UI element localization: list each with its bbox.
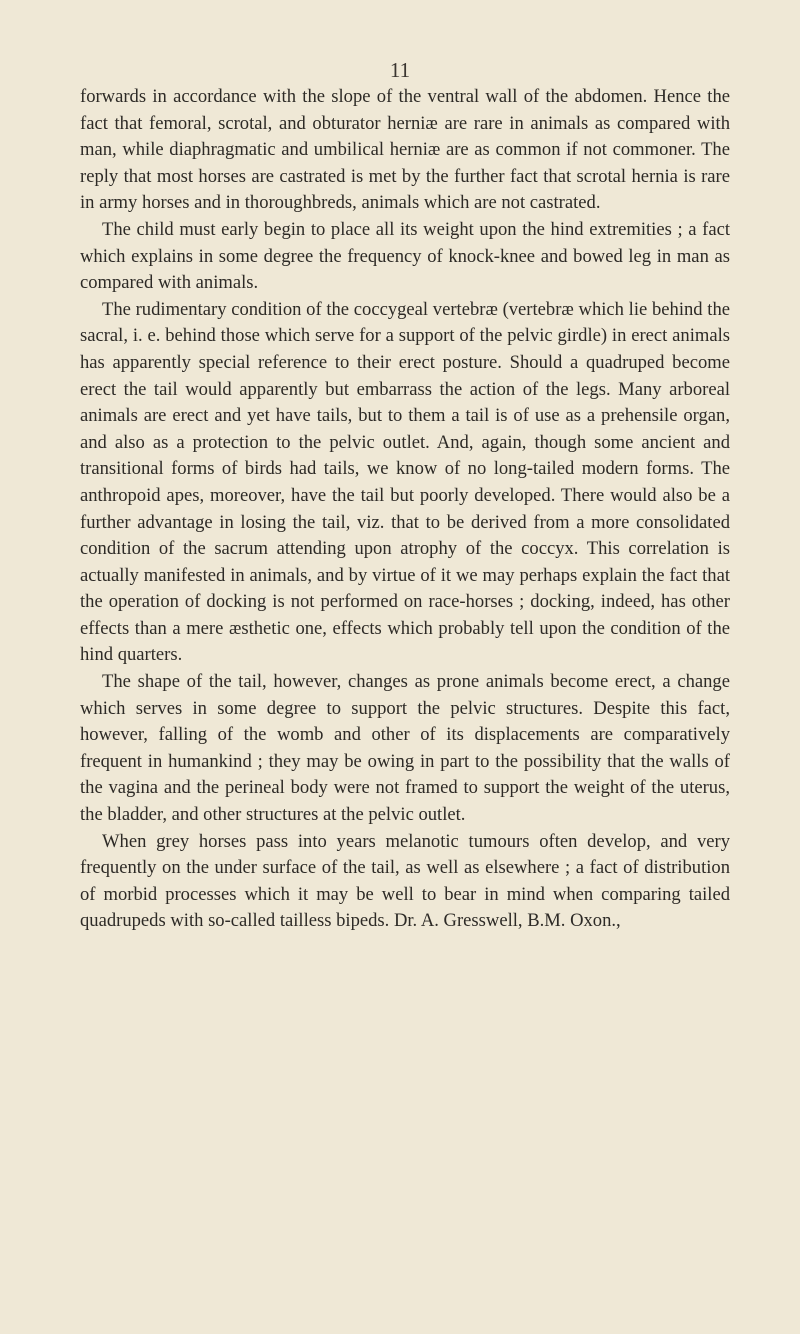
paragraph-hernia: forwards in accordance with the slope of the ventral wall of the abdomen. Hence the fact that femoral, scrotal, and obturator herniæ are rare in animals as compared with man, while diaphragmatic and umbilical herniæ are as common if not commoner. The reply that most horses are castrated is met by the further fact that scrotal hernia is rare in army horses and in thoroughbreds, animals which are not castrated. [80,86,730,214]
body-text [80,84,730,935]
paragraph-hind-extremities: The child must early begin to place all its weight upon the hind extremities ; a fact which explains in some degree the frequency of knock-knee and bowed leg in man as compared with animals. [80,218,730,294]
paragraph-grey-horses: When grey horses pass into years melanotic tumours often develop, and very frequently on the under surface of the tail, as well as elsewhere ; a fact of distribution of morbid processes which it may be well to bear in mind when comparing tailed quadrupeds with so-called tailless bipeds. Dr. A. Gresswell, B.M. Oxon., [80,830,730,932]
page-number: 11 [389,58,411,82]
paragraph-tail-shape: The shape of the tail, however, changes as prone animals become erect, a change which serves in some degree to support the pelvic structures. Despite this fact, however, falling of the womb and other of its displacements are comparatively frequent in humankind ; they may be owing in part to the possibility that the walls of the vagina and the perineal body were not framed to support the weight of the uterus, the bladder, and other structures at the pelvic outlet. [80,671,730,826]
paragraph-coccygeal-vertebrae: The rudimentary condition of the coccygeal vertebræ (vertebræ which lie behind the sacral, i. e. behind those which serve for a support of the pelvic girdle) in erect animals has apparently special reference to their erect posture. Should a quadruped become erect the tail would apparently but embarrass the action of the legs. Many arboreal animals are erect and yet have tails, but to them a tail is of use as a prehensile organ, and also as a protection to the pelvic outlet. And, again, though some ancient and transitional forms of birds had tails, we know of no long-tailed modern forms. The anthropoid apes, moreover, have the tail but poorly developed. There would also be a further advantage in losing the tail, viz. that to be derived from a more consolidated condition of the sacrum attending upon atrophy of the coccyx. This correlation is actually manifested in animals, and by virtue of it we may perhaps explain the fact that the operation of docking is not performed on race-horses ; docking, indeed, has other effects than a mere æsthetic one, effects which probably tell upon the condition of the hind quarters. [80,298,730,666]
